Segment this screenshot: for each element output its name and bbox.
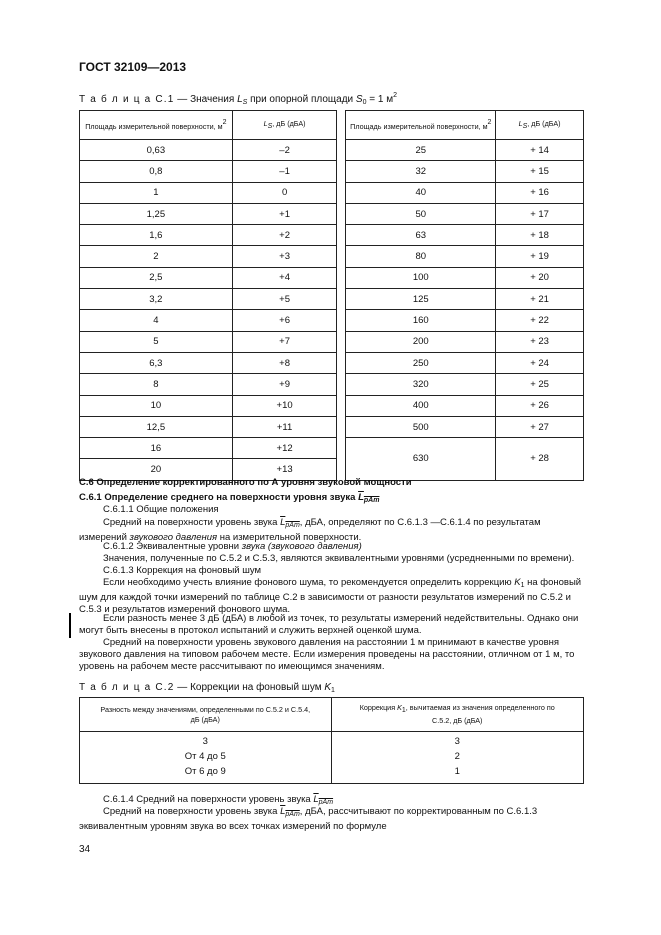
- area-cell: 0,63: [80, 140, 233, 161]
- table1-caption-text: — Значения: [174, 94, 238, 105]
- ls-cell: –1: [232, 161, 337, 182]
- change-bar: [69, 613, 71, 638]
- ls-cell: +11: [232, 416, 337, 437]
- column-gap: [337, 310, 346, 331]
- correction-cell: 2: [331, 749, 584, 764]
- area-cell: 6,3: [80, 352, 233, 373]
- ls-cell: +13: [232, 459, 337, 480]
- symbol-S: S: [242, 99, 248, 106]
- area-cell: 63: [346, 225, 496, 246]
- area-cell: 25: [346, 140, 496, 161]
- area-cell: 0,8: [80, 161, 233, 182]
- table-row: [80, 438, 584, 459]
- ls-cell: –2: [232, 140, 337, 161]
- column-gap: [337, 246, 346, 267]
- table-row: [80, 331, 584, 352]
- table-row: [80, 182, 584, 203]
- ls-cell: +1: [232, 203, 337, 224]
- section-c61-title: С.6.1 Определение среднего на поверхности уровня звука $L_{pAm}$: [79, 492, 380, 504]
- ls-cell: + 14: [496, 140, 584, 161]
- section-c613: С.6.1.3 Коррекция на фоновый шум: [103, 565, 262, 576]
- column-gap: [337, 416, 346, 437]
- paragraph-background-correction: Если необходимо учесть влияние фонового шума, то рекомендуется определить коррекцию $K_1$ на фоновый шум для каждой точки измерений по таблице С.2 в зависимости от разности результатов измерений по С.5.2 и С.5.3 и результатов измерений фонового шума.: [79, 577, 582, 615]
- column-gap: [337, 438, 346, 459]
- difference-cell: От 4 до 5: [80, 749, 332, 764]
- area-cell: 200: [346, 331, 496, 352]
- table-row: [80, 395, 584, 416]
- area-cell: 80: [346, 246, 496, 267]
- col-header-area-left: Площадь измерительной поверхности, $м^2$: [80, 111, 233, 140]
- ls-cell: + 17: [496, 203, 584, 224]
- area-cell: 2,5: [80, 267, 233, 288]
- area-cell: 5: [80, 331, 233, 352]
- col-header-ls-left: $L_S$, дБ (дБА): [232, 111, 337, 140]
- area-cell: 1,25: [80, 203, 233, 224]
- difference-cell: От 6 до 9: [80, 764, 332, 784]
- paragraph-invalid-results: Если разность менее 3 дБ (дБА) в любой из точек, то результаты измерений недействительны. Однако они могут быть внесены в протокол испытаний и служить верхней оценкой шума.: [79, 613, 579, 636]
- column-gap: [337, 289, 346, 310]
- paragraph-average-level: Средний на поверхности уровень звука $L_{pAm}$, дБА, определяют по С.6.1.3 —С.6.1.4 по результатам измерений звукового давления на измерительной поверхности.: [79, 517, 541, 543]
- table-row: [80, 749, 584, 764]
- area-cell: 32: [346, 161, 496, 182]
- area-cell: 100: [346, 267, 496, 288]
- ls-cell: +2: [232, 225, 337, 246]
- symbol-L: L: [237, 94, 243, 105]
- area-cell: 12,5: [80, 416, 233, 437]
- ls-cell: + 24: [496, 352, 584, 373]
- table-background-corrections: [79, 697, 584, 784]
- table-row: [80, 352, 584, 373]
- document-header: ГОСТ 32109—2013: [79, 60, 187, 74]
- ls-cell: + 16: [496, 182, 584, 203]
- area-cell: 1: [80, 182, 233, 203]
- col-header-difference: Разность между значениями, определенными по С.5.2 и С.5.4, дБ (дБА): [80, 698, 332, 732]
- area-cell: 1,6: [80, 225, 233, 246]
- col-header-correction: Коррекция $K_1$, вычитаемая из значения определенного по С.5.2, дБ (дБА): [331, 698, 584, 732]
- section-c612: С.6.1.2 Эквивалентные уровни звука (звукового давления): [103, 541, 362, 552]
- column-gap: [337, 140, 346, 161]
- difference-cell: 3: [80, 732, 332, 750]
- section-c6-title: С.6 Определение корректированного по А уровня звуковой мощности: [79, 477, 412, 488]
- paragraph-workplace-level: Средний на поверхности уровень звукового давления на расстоянии 1 м принимают в качестве уровня звукового давления на типовом рабочем месте. Если измерения проведены на расстоянии, отличном от 1 м, то уровень на рабочем месте рассчитывают по имеющимся значениям.: [79, 637, 575, 672]
- table-row: [80, 140, 584, 161]
- column-gap: [337, 111, 346, 140]
- area-cell: 50: [346, 203, 496, 224]
- ls-cell: 0: [232, 182, 337, 203]
- table-row: [80, 267, 584, 288]
- area-cell: 3,2: [80, 289, 233, 310]
- area-cell: 630: [346, 438, 496, 481]
- table1-caption-prefix: Т а б л и ц а С.1: [79, 94, 175, 105]
- correction-cell: 3: [331, 732, 584, 750]
- column-gap: [337, 331, 346, 352]
- area-cell: 160: [346, 310, 496, 331]
- col-header-area-right: Площадь измерительной поверхности, $м^2$: [346, 111, 496, 140]
- symbol-two: 2: [393, 92, 398, 99]
- symbol-zero: 0: [362, 99, 367, 106]
- column-gap: [337, 395, 346, 416]
- table-row: [80, 374, 584, 395]
- table-row: [80, 246, 584, 267]
- ls-cell: +10: [232, 395, 337, 416]
- area-cell: 16: [80, 438, 233, 459]
- column-gap: [337, 225, 346, 246]
- section-c611: С.6.1.1 Общие положения: [103, 504, 219, 515]
- area-cell: 2: [80, 246, 233, 267]
- ls-cell: +4: [232, 267, 337, 288]
- area-cell: 400: [346, 395, 496, 416]
- table-ls-values: [79, 110, 584, 481]
- column-gap: [337, 203, 346, 224]
- ls-cell: +6: [232, 310, 337, 331]
- area-cell: 10: [80, 395, 233, 416]
- ls-cell: + 19: [496, 246, 584, 267]
- page-number: 34: [79, 844, 91, 855]
- area-cell: 40: [346, 182, 496, 203]
- paragraph-average-calculation: Средний на поверхности уровень звука $L_{pAm}$, дБА, рассчитывают по корректированным по С.6.1.3 эквивалентным уровням звука во всех точках измерений по формуле: [79, 806, 538, 832]
- ls-cell: + 22: [496, 310, 584, 331]
- area-cell: 4: [80, 310, 233, 331]
- table-row: [80, 161, 584, 182]
- area-cell: 250: [346, 352, 496, 373]
- table-row: [80, 416, 584, 437]
- table-row: [80, 732, 584, 750]
- ls-cell: +12: [232, 438, 337, 459]
- area-cell: 500: [346, 416, 496, 437]
- column-gap: [337, 267, 346, 288]
- area-cell: 125: [346, 289, 496, 310]
- ls-cell: +3: [232, 246, 337, 267]
- table-row: [80, 203, 584, 224]
- table1-caption-mid: при опорной площади: [247, 94, 356, 105]
- col-header-ls-right: $L_S$, дБ (дБА): [496, 111, 584, 140]
- column-gap: [337, 352, 346, 373]
- column-gap: [337, 374, 346, 395]
- ls-cell: + 20: [496, 267, 584, 288]
- ls-cell: +5: [232, 289, 337, 310]
- area-cell: 20: [80, 459, 233, 480]
- table1-caption: [79, 92, 397, 106]
- ls-cell: +8: [232, 352, 337, 373]
- column-gap: [337, 161, 346, 182]
- ls-cell: +9: [232, 374, 337, 395]
- ls-cell: + 27: [496, 416, 584, 437]
- table-row: [80, 310, 584, 331]
- ls-cell: +7: [232, 331, 337, 352]
- table2-caption: Т а б л и ц а С.2 — Коррекции на фоновый шум $K_1$: [79, 682, 335, 694]
- paragraph-equivalent-levels: Значения, полученные по С.5.2 и С.5.3, являются эквивалентными уровнями (усредненными по времени).: [103, 553, 575, 564]
- area-cell: 8: [80, 374, 233, 395]
- table-row: [80, 764, 584, 784]
- ls-cell: + 15: [496, 161, 584, 182]
- table-row: [80, 289, 584, 310]
- column-gap: [337, 182, 346, 203]
- ls-cell: + 25: [496, 374, 584, 395]
- ls-cell: + 28: [496, 438, 584, 481]
- ls-cell: + 21: [496, 289, 584, 310]
- ls-cell: + 26: [496, 395, 584, 416]
- table-row: [80, 225, 584, 246]
- area-cell: 320: [346, 374, 496, 395]
- section-c614: С.6.1.4 Средний на поверхности уровень звука $L_{pAm}$: [103, 794, 334, 806]
- table1-caption-end: = 1 м: [366, 94, 394, 105]
- ls-cell: + 23: [496, 331, 584, 352]
- correction-cell: 1: [331, 764, 584, 784]
- ls-cell: + 18: [496, 225, 584, 246]
- symbol-S0: S: [355, 94, 363, 105]
